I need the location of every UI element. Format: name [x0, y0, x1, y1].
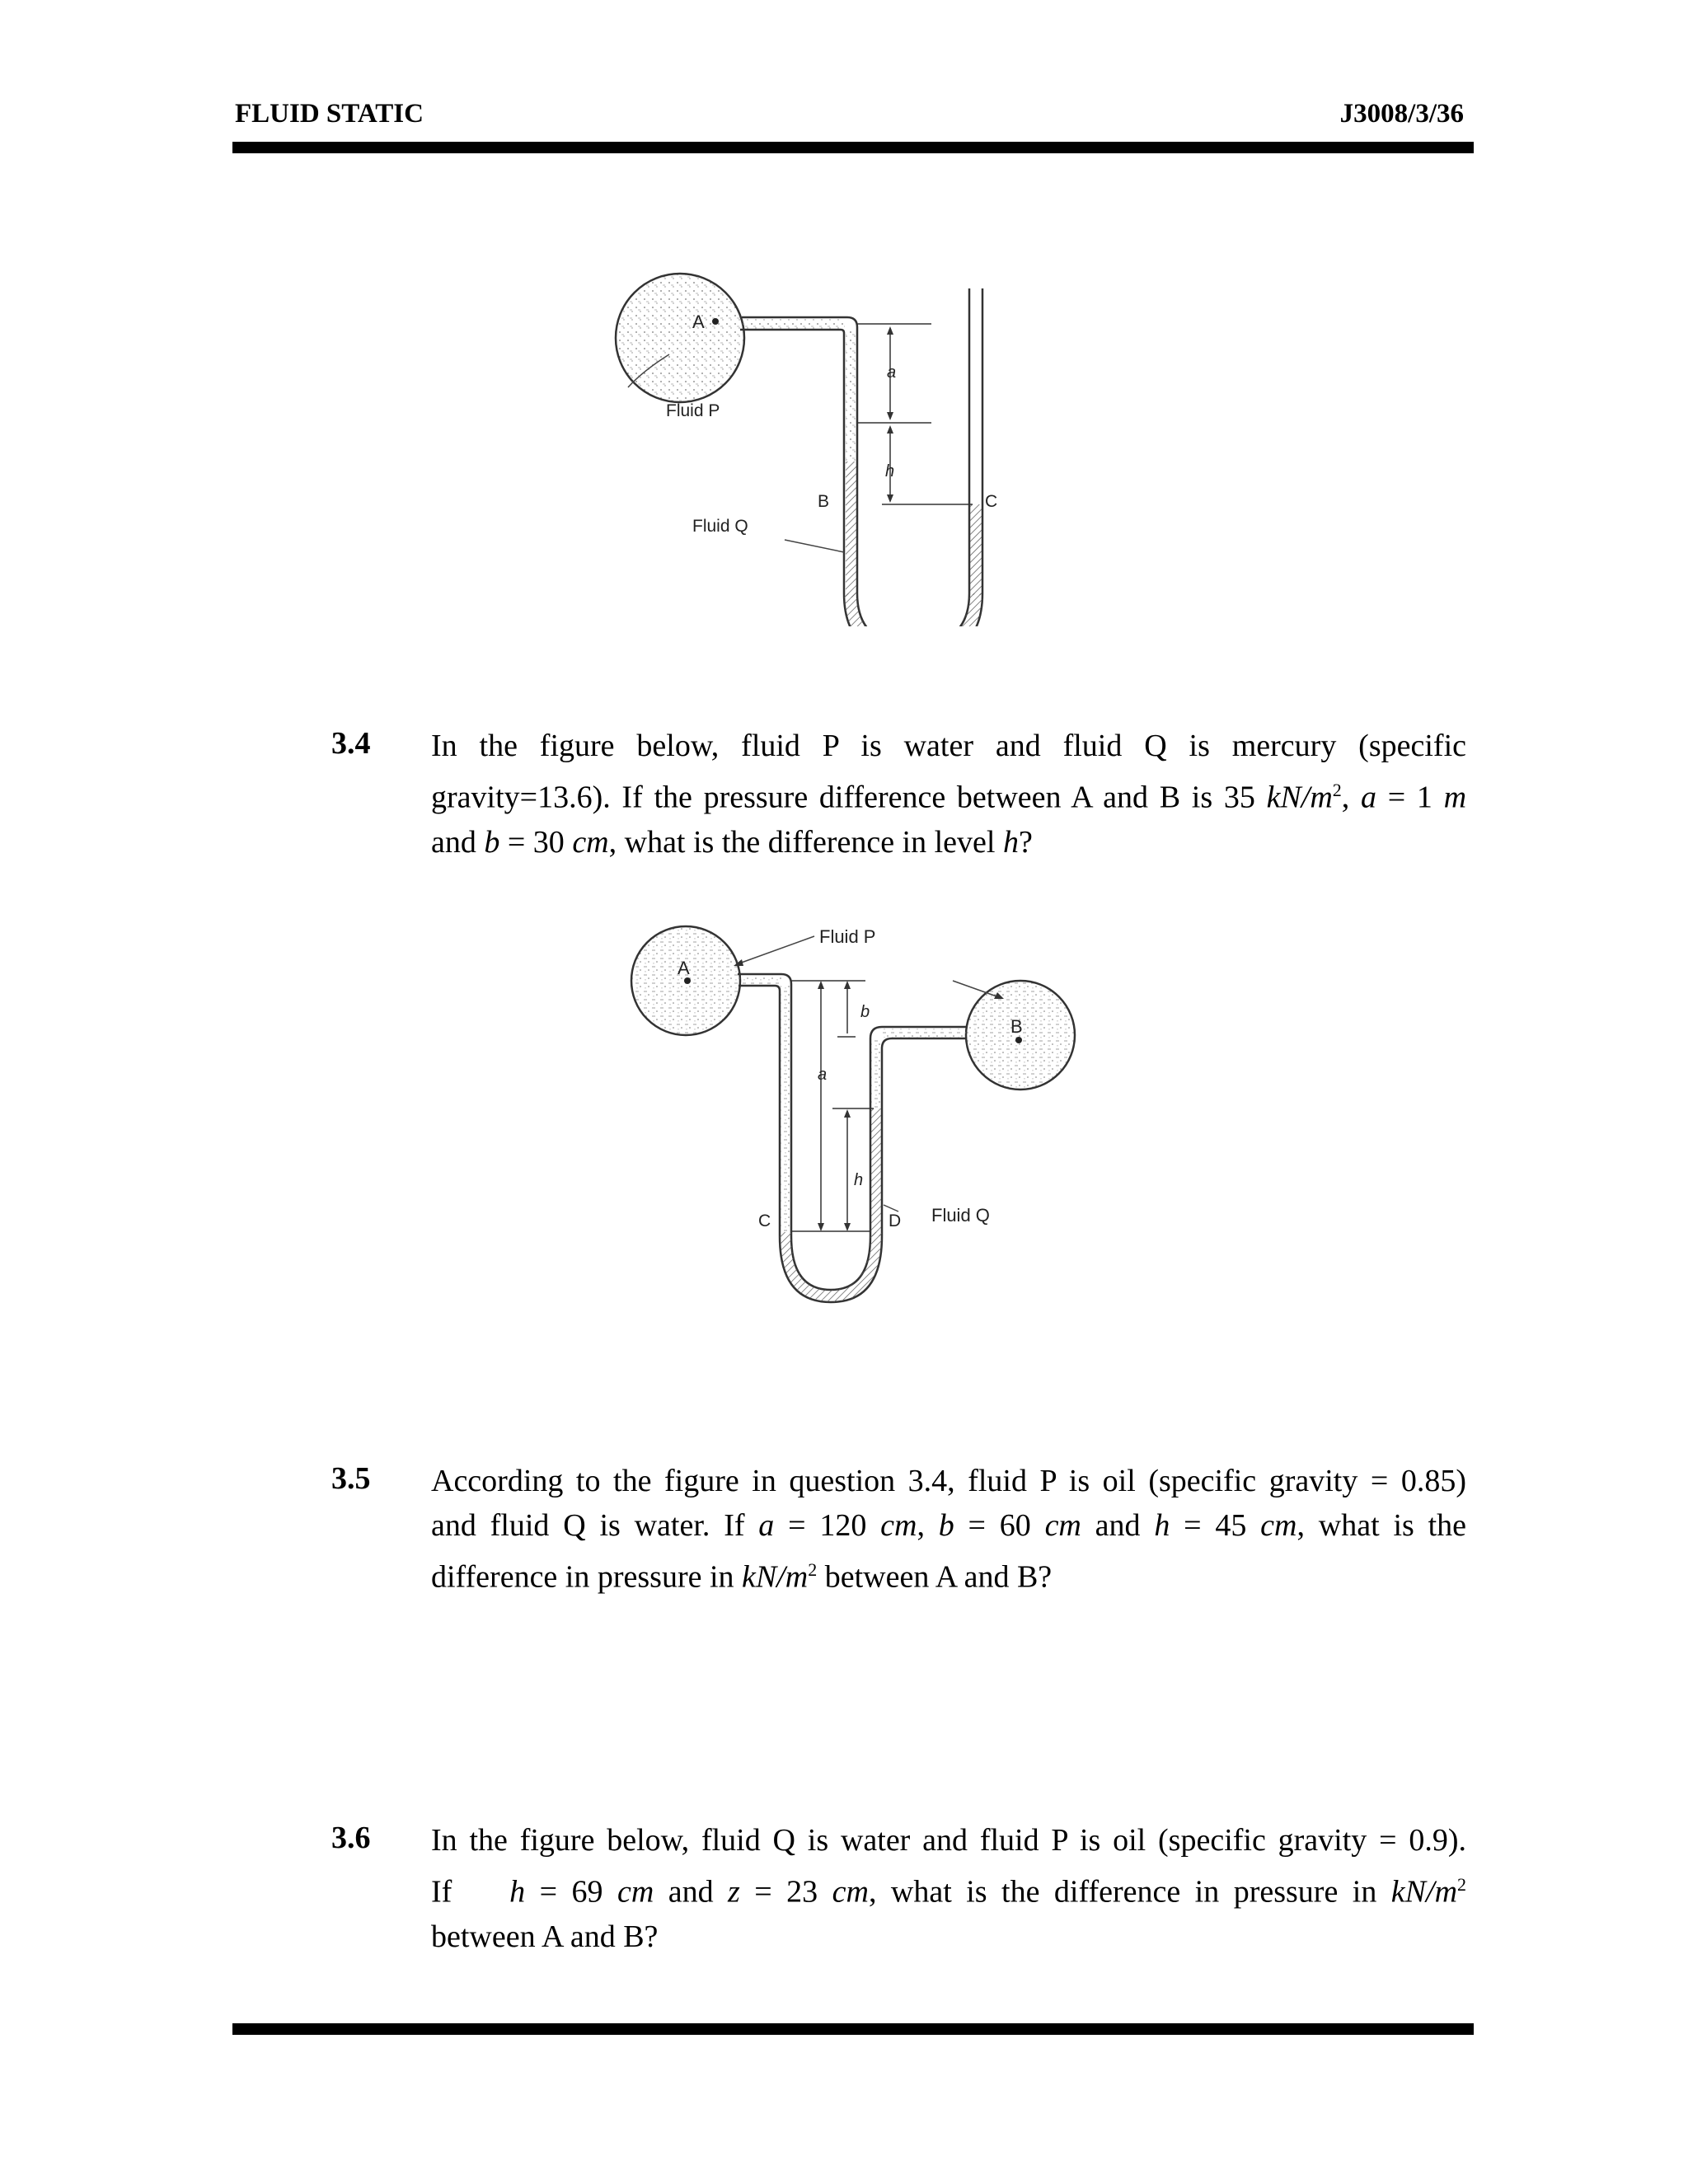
q35-unit-exponent: 2: [808, 1559, 818, 1580]
footer-rule: [232, 2023, 1474, 2035]
figure-1-manometer: [610, 272, 1039, 626]
q35-var-b: b: [938, 1508, 954, 1543]
header-rule: [232, 142, 1474, 153]
q35-unit-cm-2: cm: [1044, 1508, 1081, 1543]
q36-unit-exponent: 2: [1457, 1874, 1467, 1895]
q36-unit-cm-1: cm: [617, 1874, 654, 1910]
q35-eq-a: = 120: [774, 1508, 881, 1543]
fig1-label-fluid-q: Fluid Q: [692, 517, 748, 536]
q36-var-h: h: [509, 1874, 526, 1910]
q35-line2-end: , what is the: [1296, 1508, 1467, 1543]
q36-eq-z: = 23: [739, 1874, 832, 1910]
q34-var-a: a: [1361, 780, 1376, 815]
q34-unit-cm: cm: [572, 824, 609, 860]
q34-unit-exponent: 2: [1332, 780, 1342, 800]
fig1-dim-a: a: [887, 363, 897, 382]
q34-line3-and: and: [431, 824, 485, 860]
fig1-dim-h: h: [885, 462, 895, 480]
q35-unit-cm-1: cm: [880, 1508, 917, 1543]
q36-line1: In the figure below, fluid Q is water and fluid P is oil (specific gravity = 0.9).: [431, 1823, 1466, 1858]
figure-2-differential-manometer: [626, 915, 1088, 1310]
q36-var-z: z: [728, 1874, 740, 1910]
fig1-label-fluid-p: Fluid P: [666, 401, 720, 420]
fig2-dim-b: b: [860, 1003, 870, 1021]
q35-line3-text: difference in pressure in: [431, 1559, 743, 1595]
q35-and: and: [1081, 1508, 1155, 1543]
fig2-label-fluid-q: Fluid Q: [931, 1205, 990, 1226]
q35-eq-b: = 60: [954, 1508, 1045, 1543]
question-3-4-text: [431, 724, 1466, 865]
q35-unit-cm-3: cm: [1260, 1508, 1297, 1543]
question-3-5-text: [431, 1459, 1466, 1600]
fig2-dim-a: a: [818, 1066, 828, 1084]
fig1-label-c: C: [985, 492, 998, 511]
fig2-label-a: A: [678, 958, 690, 978]
q34-var-b: b: [484, 824, 500, 860]
q35-var-a: a: [758, 1508, 775, 1543]
fig1-label-b: B: [818, 492, 830, 511]
fig2-label-d: D: [889, 1212, 902, 1230]
q35-unit-knm: kN/m: [742, 1559, 809, 1595]
q36-and: and: [654, 1874, 729, 1910]
question-number-3-5: 3.5: [331, 1461, 371, 1496]
header-page-code: J3008/3/36: [1339, 99, 1464, 129]
q34-var-h: h: [1002, 824, 1019, 860]
question-number-3-4: 3.4: [331, 726, 371, 761]
q34-question-mark: ?: [1018, 824, 1033, 860]
q34-unit-m: m: [1443, 780, 1467, 815]
q35-var-h: h: [1154, 1508, 1170, 1543]
header-left-title: FLUID STATIC: [235, 99, 424, 129]
q35-line2-text: and fluid Q is water. If: [431, 1508, 759, 1543]
q35-eq-h: = 45: [1170, 1508, 1261, 1543]
fig1-label-a: A: [692, 312, 705, 332]
q35-comma-1: ,: [917, 1508, 939, 1543]
q36-line3: between A and B?: [431, 1919, 659, 1954]
vessel-a: [616, 274, 744, 402]
question-3-6-text: [431, 1818, 1466, 1959]
q36-if: If: [431, 1874, 467, 1910]
fig2-label-b: B: [1010, 1016, 1023, 1037]
fig2-label-c: C: [758, 1212, 771, 1230]
q36-eq-h: = 69: [525, 1874, 617, 1910]
q36-unit-knm: kN/m: [1390, 1874, 1458, 1910]
q35-line3-end: between A and B?: [817, 1559, 1053, 1595]
q35-line1: According to the figure in question 3.4, fluid P is oil (specific gravity = 0.85): [431, 1464, 1466, 1498]
q36-line2-text: , what is the difference in pressure in: [868, 1874, 1391, 1910]
q34-line3-text: , what is the difference in level: [608, 824, 1003, 860]
q34-line1: In the figure below, fluid P is water and fluid Q is mercury (specific: [431, 729, 1466, 763]
q34-eq-a: = 1: [1376, 780, 1444, 815]
q34-line2-text: gravity=13.6). If the pressure difference between A and B is 35: [431, 780, 1267, 815]
fig2-dim-h: h: [854, 1171, 864, 1189]
q36-unit-cm-2: cm: [832, 1874, 869, 1910]
q34-comma: ,: [1341, 780, 1361, 815]
fig2-label-fluid-p: Fluid P: [819, 926, 876, 947]
q34-unit-knm: kN/m: [1266, 780, 1333, 815]
question-number-3-6: 3.6: [331, 1821, 371, 1855]
q34-eq-b: = 30: [499, 824, 573, 860]
